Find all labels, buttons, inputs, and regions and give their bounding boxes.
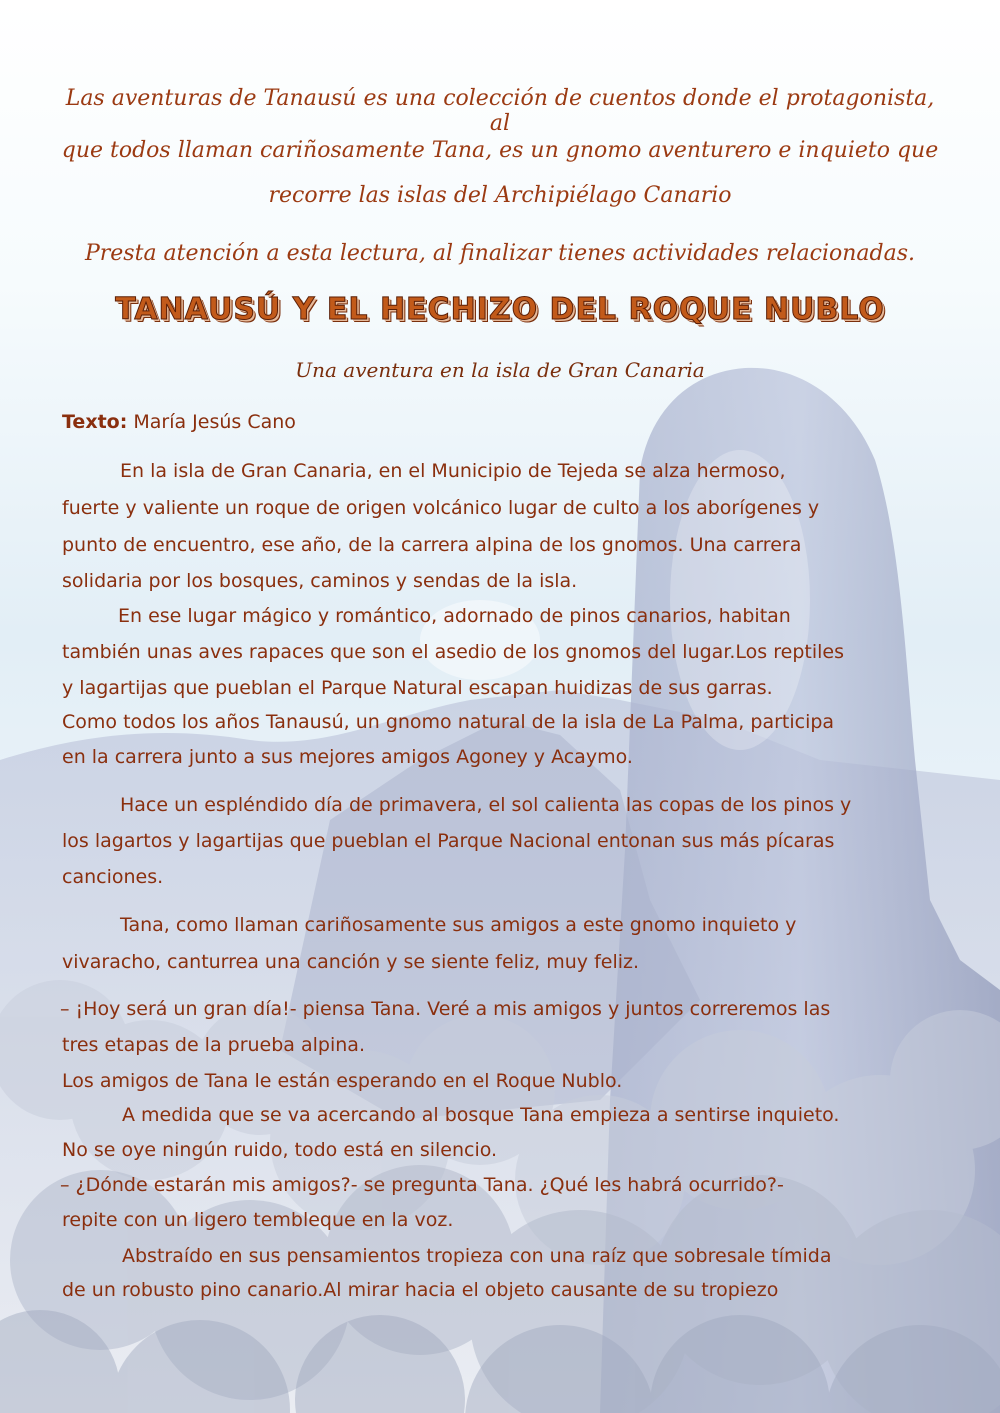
paragraph-line: canciones. [62,866,164,888]
paragraph-line: Tana, como llaman cariñosamente sus amigos a este gnomo inquieto y [120,914,797,936]
paragraph-line: Abstraído en sus pensamientos tropieza con una raíz que sobresale tímida [122,1245,832,1267]
paragraph-line: No se oye ningún ruido, todo está en silencio. [62,1139,498,1161]
paragraph-line: de un robusto pino canario.Al mirar hacia el objeto causante de su tropiezo [62,1279,779,1301]
author-name: María Jesús Cano [133,411,296,433]
story-title: TANAUSÚ Y EL HECHIZO DEL ROQUE NUBLO [115,292,885,327]
author-label: Texto: [62,411,128,433]
paragraph-line: fuerte y valiente un roque de origen volcánico lugar de culto a los aborígenes y [62,497,820,519]
paragraph-line: Los amigos de Tana le están esperando en el Roque Nublo. [62,1070,623,1092]
dialogue-line: repite con un ligero tembleque en la voz. [62,1209,454,1231]
paragraph-line: En ese lugar mágico y romántico, adornado de pinos canarios, habitan [118,605,791,627]
paragraph-line: también unas aves rapaces que son el asedio de los gnomos del lugar.Los reptiles [62,641,844,663]
paragraph-line: En la isla de Gran Canaria, en el Municipio de Tejeda se alza hermoso, [120,460,786,482]
dialogue-line: – ¿Dónde estarán mis amigos?- se pregunta Tana. ¿Qué les habrá ocurrido?- [60,1174,784,1196]
intro-line-2: que todos llaman cariñosamente Tana, es un gnomo aventurero e inquieto que [61,138,939,163]
dialogue-line: – ¡Hoy será un gran día!- piensa Tana. Veré a mis amigos y juntos correremos las [60,998,831,1020]
intro-line-1: Las aventuras de Tanausú es una colección de cuentos donde el protagonista, al [65,86,935,136]
paragraph-line: solidaria por los bosques, caminos y sendas de la isla. [62,570,578,592]
intro-line-3: recorre las islas del Archipiélago Canario [268,183,732,208]
paragraph-line: vivaracho, canturrea una canción y se siente feliz, muy feliz. [62,951,640,973]
paragraph-line: punto de encuentro, ese año, de la carrera alpina de los gnomos. Una carrera [62,534,802,556]
paragraph-line: los lagartos y lagartijas que pueblan el Parque Nacional entonan sus más pícaras [62,830,835,852]
paragraph-line: Hace un espléndido día de primavera, el sol calienta las copas de los pinos y [120,794,852,816]
intro-instruction: Presta atención a esta lectura, al finalizar tienes actividades relacionadas. [84,241,916,266]
author-credit [62,411,296,433]
paragraph-line: Como todos los años Tanausú, un gnomo natural de la isla de La Palma, participa [62,711,835,733]
story-subtitle: Una aventura en la isla de Gran Canaria [295,358,705,382]
dialogue-line: tres etapas de la prueba alpina. [62,1034,365,1056]
paragraph-line: A medida que se va acercando al bosque Tana empieza a sentirse inquieto. [122,1104,840,1126]
paragraph-line: en la carrera junto a sus mejores amigos Agoney y Acaymo. [62,746,633,768]
paragraph-line: y lagartijas que pueblan el Parque Natural escapan huidizas de sus garras. [62,677,773,699]
